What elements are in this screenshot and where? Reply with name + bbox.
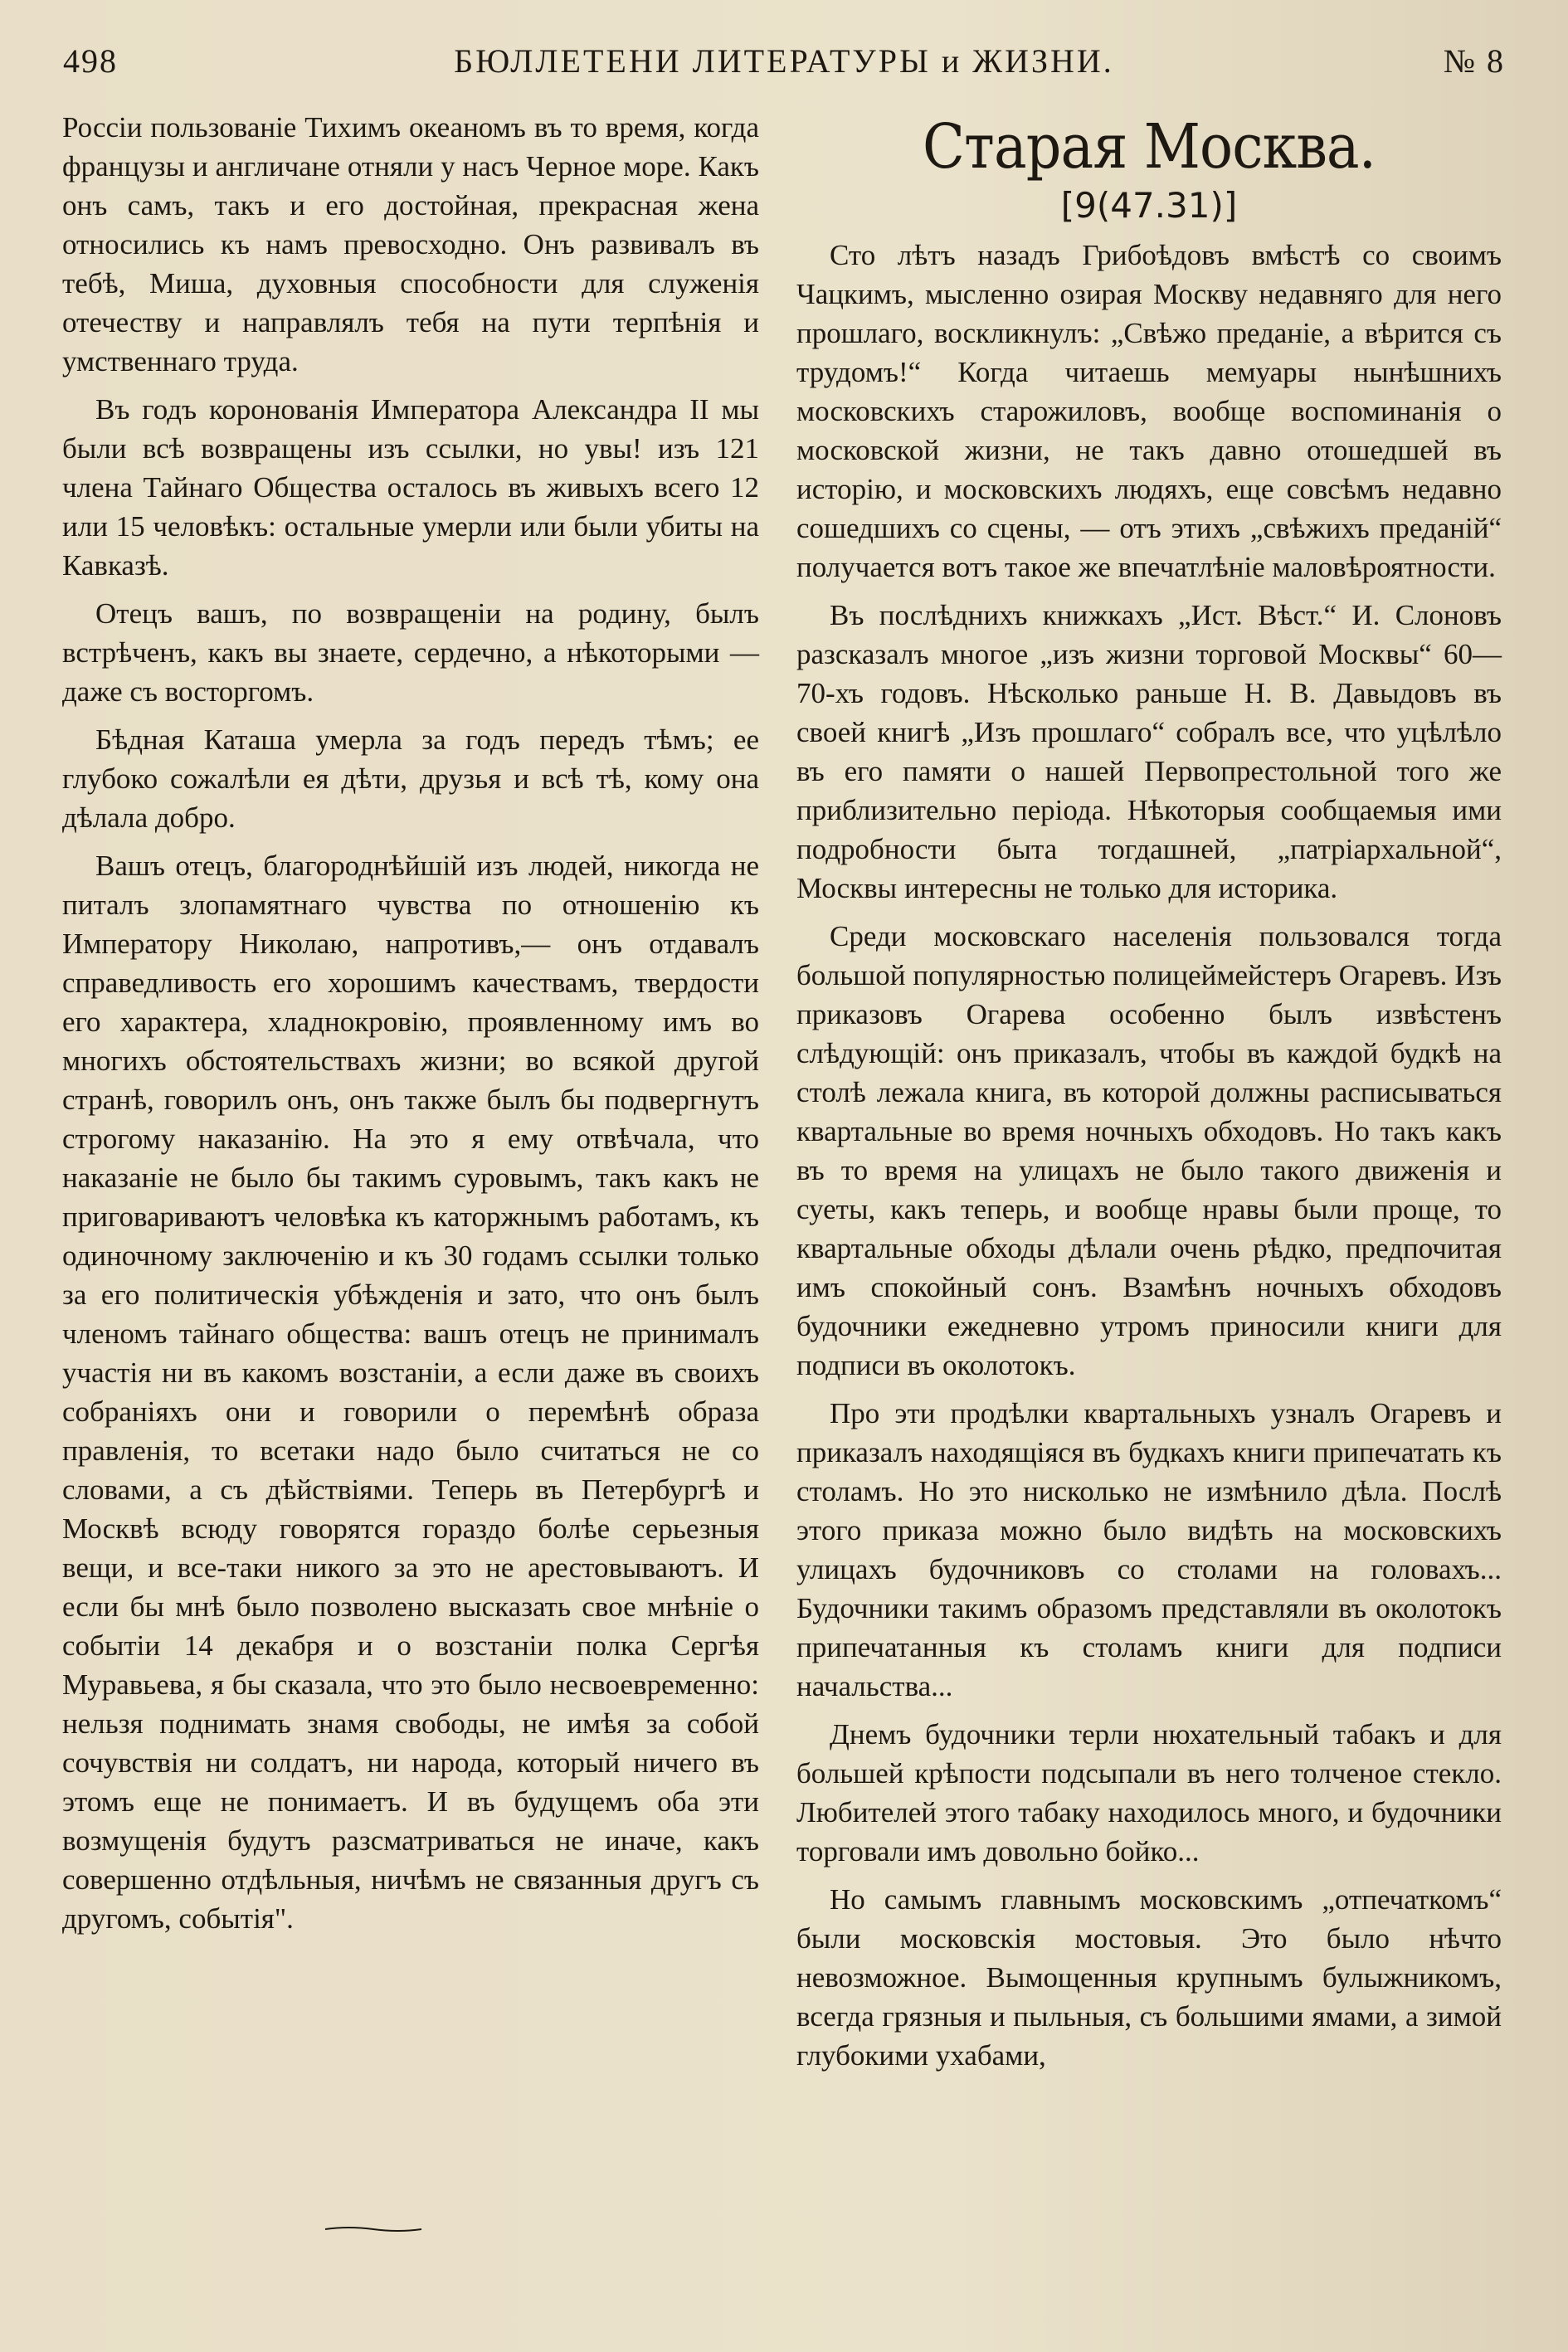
right-paragraph-3: Среди московскаго населенія пользовался тогда большой популярностью полицеймейстеръ Огаревъ. Изъ приказовъ Огарева особенно былъ извѣстенъ слѣдующій: онъ приказалъ, чтобы въ каждой будкѣ на столѣ лежала книга, въ которой должны расписываться квартальные во время ночныхъ обходовъ. Но такъ какъ въ то время на улицахъ не было такого движенія и суеты, какъ теперь, и вообще нравы были проще, то квартальные обходы дѣлали очень рѣдко, предпочитая имъ спокойный сонъ. Взамѣнъ ночныхъ обходовъ будочники ежедневно утромъ приносили книги для подписи въ околотокъ. <box>796 920 1502 1381</box>
journal-title: БЮЛЛЕТЕНИ ЛИТЕРАТУРЫ и ЖИЗНИ. <box>454 42 1114 80</box>
issue-number: № 8 <box>1443 42 1505 80</box>
left-paragraph-1: Россіи пользованіе Тихимъ океаномъ въ то время, когда французы и англичане отняли у насъ Черное море. Какъ онъ самъ, такъ и его достойная, прекрасная жена относились къ намъ превосходно. Онъ развивалъ въ тебѣ, Миша, духовныя способности для служенія отечеству и направлялъ тебя на пути терпѣнія и умственнаго труда. <box>62 111 759 377</box>
right-paragraph-6: Но самымъ главнымъ московскимъ „отпечаткомъ“ были московскія мостовыя. Это было нѣчто невозможное. Вымощенныя крупнымъ булыжникомъ, всегда грязныя и пыльныя, съ большими ямами, а зимой глубокими ухабами, <box>796 1883 1502 2072</box>
left-paragraph-5: Вашъ отецъ, благороднѣйшій изъ людей, никогда не питалъ злопамятнаго чувства по отношенію къ Императору Николаю, напротивъ,— онъ отдавалъ справедливость его хорошимъ качествамъ, твердости его характера, хладнокровію, проявленному имъ во многихъ обстоятельствахъ жизни; во всякой другой странѣ, говорилъ онъ, онъ также былъ бы подвергнутъ строгому наказанію. На это я ему отвѣчала, что наказаніе не было бы такимъ суровымъ, такъ какъ не приговариваютъ человѣка къ каторжнымъ работамъ, къ одиночному заключенію и къ 30 годамъ ссылки только за его политическія убѣжденія и зато, что онъ былъ членомъ тайнаго общества: вашъ отецъ не принималъ участія ни въ какомъ возстаніи, а если даже въ своихъ собраніяхъ они и говорили о перемѣнѣ образа правленія, то всетаки надо было считаться не со словами, а съ дѣйствіями. Теперь въ Петербургѣ и Москвѣ всюду говорятся гораздо болѣе серьезныя вещи, и все-таки никого за это не арестовываютъ. И если бы мнѣ было позволено высказать свое мнѣніе о событіи 14 декабря и о возстаніи полка Сергѣя Муравьева, я бы сказала, что это было несвоевременно: нельзя поднимать знамя свободы, не имѣя за собой сочувствія ни солдатъ, ни народа, который ничего въ этомъ еще не понимаетъ. И въ будущемъ оба эти возмущенія будутъ разсматриваться не иначе, какъ совершенно отдѣльныя, ничѣмъ не связанныя другъ съ другомъ, событія". <box>62 850 759 1935</box>
right-column <box>796 108 1502 2084</box>
left-paragraph-2: Въ годъ коронованія Императора Александра II мы были всѣ возвращены изъ ссылки, но увы! изъ 121 члена Тайнаго Общества осталось въ живыхъ всего 12 или 15 человѣкъ: остальные умерли или были убиты на Кавказѣ. <box>62 393 759 582</box>
left-paragraph-3: Отецъ вашъ, по возвращеніи на родину, былъ встрѣченъ, какъ вы знаете, сердечно, а нѣкоторыми — даже съ восторгомъ. <box>62 597 759 708</box>
page-number: 498 <box>63 42 118 80</box>
left-paragraph-4: Бѣдная Каташа умерла за годъ передъ тѣмъ; ее глубоко сожалѣли ея дѣти, друзья и всѣ тѣ, кому она дѣлала добро. <box>62 723 759 834</box>
right-paragraph-4: Про эти продѣлки квартальныхъ узналъ Огаревъ и приказалъ находящіяся въ будкахъ книги припечатать къ столамъ. Но это нисколько не измѣнило дѣла. Послѣ этого приказа можно было видѣть на московскихъ улицахъ будочниковъ со столами на головахъ... Будочники такимъ образомъ представляли въ околотокъ припечатанныя къ столамъ книги для подписи начальства... <box>796 1397 1502 1702</box>
right-paragraph-2: Въ послѣднихъ книжкахъ „Ист. Вѣст.“ И. Слоновъ разсказалъ многое „изъ жизни торговой Москвы“ 60—70-хъ годовъ. Нѣсколько раньше Н. В. Давыдовъ въ своей книгѣ „Изъ прошлаго“ собралъ все, что уцѣлѣло въ его памяти о нашей Первопрестольной того же приблизительно періода. Нѣкоторыя сообщаемыя ими подробности быта тогдашней, „патріархальной“, Москвы интересны не только для историка. <box>796 599 1502 904</box>
section-end-ornament <box>324 2225 423 2233</box>
left-column <box>62 108 759 1947</box>
article-title: Старая Москва. <box>922 111 1376 183</box>
article-reference: [9(47.31)] <box>1060 185 1238 226</box>
right-paragraph-5: Днемъ будочники терли нюхательный табакъ и для большей крѣпости подсыпали въ него толченое стекло. Любителей этого табаку находилось много, и будочники торговали имъ довольно бойко... <box>796 1718 1502 1867</box>
right-paragraph-1: Сто лѣтъ назадъ Грибоѣдовъ вмѣстѣ со своимъ Чацкимъ, мысленно озирая Москву недавняго для него прошлаго, воскликнулъ: „Свѣжо преданіе, а вѣрится съ трудомъ!“ Когда читаешь мемуары нынѣшнихъ московскихъ старожиловъ, вообще воспоминанія о московской жизни, не такъ давно отошедшей въ исторію, и московскихъ людяхъ, еще совсѣмъ недавно сошедшихъ со сцены, — отъ этихъ „свѣжихъ преданій“ получается вотъ такое же впечатлѣніе маловѣроятности. <box>796 239 1502 583</box>
page-header <box>58 33 1510 100</box>
